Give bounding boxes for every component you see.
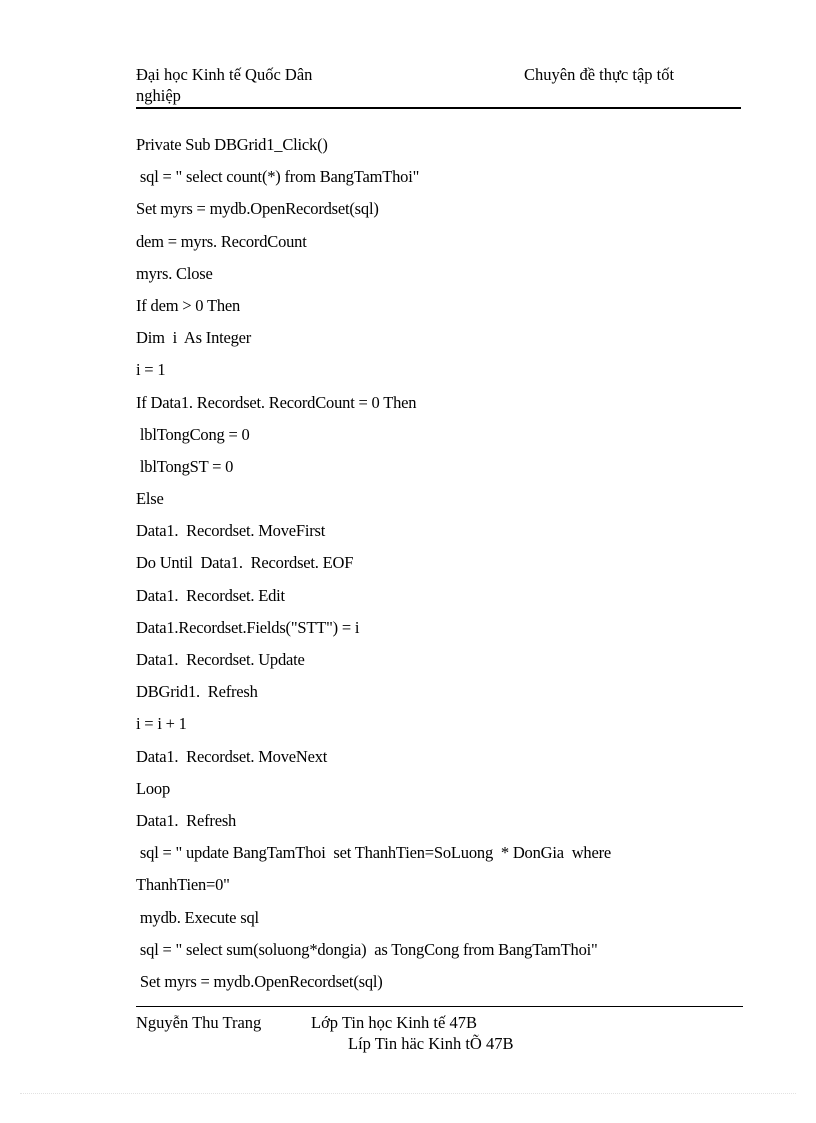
code-line: Private Sub DBGrid1_Click()	[136, 135, 328, 154]
code-line: DBGrid1. Refresh	[136, 682, 258, 702]
code-line: i = 1	[136, 360, 166, 380]
header-divider	[136, 107, 741, 109]
header-report-title-continued: nghiệp	[136, 86, 181, 105]
header-report-title: Chuyên đề thực tập tốt	[524, 65, 675, 84]
code-line: Data1. Refresh	[136, 810, 237, 830]
code-line: If dem > 0 Then	[136, 295, 241, 315]
code-line: Data1. Recordset. Edit	[136, 585, 285, 605]
code-line: ThanhTien=0"	[136, 875, 230, 895]
code-line: i = i + 1	[136, 714, 187, 734]
code-line: myrs. Close	[136, 263, 213, 283]
footer-class-duplicate: Líp Tin häc Kinh tÕ 47B	[348, 1034, 514, 1053]
code-line: Set myrs = mydb.OpenRecordset(sql)	[136, 971, 383, 991]
code-line: Data1. Recordset. MoveNext	[136, 746, 328, 766]
code-line: Data1.Recordset.Fields("STT") = i	[136, 617, 360, 637]
page-edge-dotted-line	[20, 1093, 796, 1094]
code-line: Else	[136, 489, 164, 509]
code-line: lblTongST = 0	[136, 456, 234, 476]
footer-author: Nguyễn Thu Trang	[136, 1013, 262, 1032]
code-line: Data1. Recordset. Update	[136, 650, 305, 669]
code-line: dem = myrs. RecordCount	[136, 231, 307, 251]
code-line: sql = " update BangTamThoi set ThanhTien=SoLuong * DonGia where	[136, 843, 612, 863]
code-line: lblTongCong = 0	[136, 424, 250, 444]
code-line: Data1. Recordset. MoveFirst	[136, 521, 326, 541]
code-line: Dim i As Integer	[136, 328, 252, 348]
code-line: Do Until Data1. Recordset. EOF	[136, 553, 354, 573]
code-line: If Data1. Recordset. RecordCount = 0 Then	[136, 392, 417, 412]
code-line: Loop	[136, 778, 171, 798]
footer-class: Lớp Tin học Kinh tế 47B	[311, 1013, 477, 1032]
code-line: Set myrs = mydb.OpenRecordset(sql)	[136, 199, 379, 219]
header-university: Đại học Kinh tế Quốc Dân	[136, 65, 313, 84]
page-header	[136, 64, 741, 108]
code-line: sql = " select sum(soluong*dongia) as TongCong from BangTamThoi"	[136, 939, 598, 959]
code-line: mydb. Execute sql	[136, 907, 259, 927]
code-line: sql = " select count(*) from BangTamThoi"	[136, 167, 420, 187]
code-listing	[136, 129, 741, 998]
footer-divider	[136, 1006, 743, 1007]
